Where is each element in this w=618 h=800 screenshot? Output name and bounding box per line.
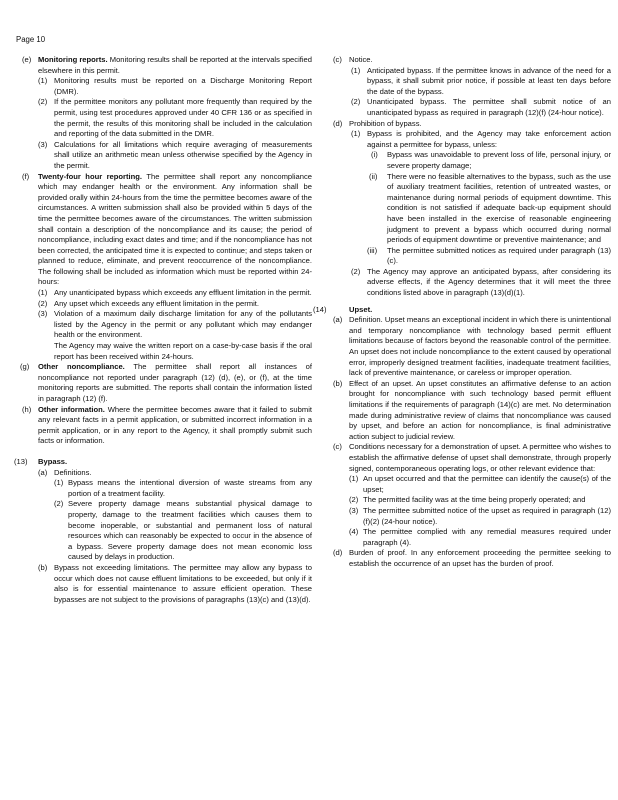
item-13b-label: (b) [38, 562, 48, 572]
section-e-title: Monitoring reports. [38, 55, 108, 64]
item-f3 [16, 309, 312, 341]
item-e1-text: Monitoring results must be reported on a Discharge Monitoring Report (DMR). [54, 76, 312, 96]
item-14c3-label: (3) [349, 505, 359, 515]
section-g-text: The permittee shall report all instances of noncompliance not reported under paragraph (12) (d), (e), or (f), at the time monitoring reports are submitted. The reports shall contain the information listed in paragraph (12) (f). [38, 362, 312, 403]
item-13a1 [16, 478, 312, 499]
item-f1-text: Any unanticipated bypass which exceeds any effluent limitation in the permit. [54, 288, 312, 298]
item-f-waiver-text: The Agency may waive the written report on a case-by-case basis if the oral report has been received within 24-hours. [54, 341, 312, 361]
section-13 [16, 457, 312, 468]
item-14b-text: Effect of an upset. An upset constitutes an affirmative defense to an action brought for noncompliance with such technology based permit effluent limitations if the requirements of paragraph (14)(c) are met. No determination made during administrative review of claims that noncompliance was caused by upset, and before an action for noncompliance, is final administrative action subject to judicial review. [349, 378, 611, 441]
item-f1 [16, 288, 312, 299]
item-e3-text: Calculations for all limitations which require averaging of measurements shall utilize an arithmetic mean unless otherwise specified by the Agency in the permit. [54, 139, 312, 170]
item-13d1ii-label: (ii) [369, 171, 378, 181]
item-e2 [16, 97, 312, 139]
item-13d2-text: The Agency may approve an anticipated bypass, after considering its adverse effects, if the Agency determines that it will meet the three conditions listed above in paragraph (13)(d)(1). [367, 266, 611, 298]
page-number: Page 10 [16, 35, 46, 44]
item-14b-label: (b) [333, 378, 343, 388]
item-e2-text: If the permittee monitors any pollutant more frequently than required by the permit, using test procedures approved under 40 CFR 136 or as specified in the permit, the results of this monitoring shall be included in the calculation and reporting of the data submitted in the DMR. [54, 97, 312, 139]
item-14c2-text: The permitted facility was at the time being properly operated; and [363, 495, 586, 505]
item-13a-text: Definitions. [54, 467, 92, 477]
section-g-label: (g) [20, 362, 30, 372]
item-e3-label: (3) [38, 139, 48, 149]
item-13d1i [319, 150, 611, 171]
item-14a-text: Definition. Upset means an exceptional incident in which there is unintentional and temporary noncompliance with technology based permit effluent limitations because of factors beyond the reasonable control of the permittee. An upset does not include noncompliance to the extent caused by operational error, improperly designed treatment facilities, inadequate treatment facilities, lack of preventive maintenance, or careless or improper operation. [349, 315, 611, 378]
section-h [16, 405, 312, 447]
section-g-title: Other noncompliance. [38, 362, 125, 372]
section-14-label: (14) [313, 304, 327, 314]
item-14c3-text: The permittee submitted notice of the upset as required in paragraph (12)(f)(2) (24-hour notice). [363, 505, 611, 526]
item-14c3 [319, 506, 611, 527]
item-14c4-label: (4) [349, 527, 359, 537]
item-13d1iii [319, 246, 611, 267]
item-13a2-text: Severe property damage means substantial physical damage to property, damage to the treatment facilities which causes them to become inoperable, or substantial and permanent loss of natural resources which can reasonably be expected to occur in the absence of a bypass. Severe property damage does not mean economic loss caused by delays in production. [68, 499, 312, 562]
item-13d1-text: Bypass is prohibited, and the Agency may take enforcement action against a permittee for bypass, unless: [367, 129, 611, 149]
item-13c2-label: (2) [351, 97, 361, 107]
item-14c-label: (c) [333, 442, 342, 452]
item-14c2 [319, 495, 611, 506]
section-13-label: (13) [14, 456, 28, 466]
item-14c-text: Conditions necessary for a demonstration of upset. A permittee who wishes to establish the affirmative defense of upset shall demonstrate, through properly signed, contemporaneous operating logs, or other relevant evidence that: [349, 442, 611, 473]
item-13a-label: (a) [38, 467, 48, 477]
item-13b [16, 563, 312, 605]
item-13d2 [319, 267, 611, 299]
item-13d-label: (d) [333, 118, 343, 128]
item-14c [319, 442, 611, 474]
item-13d1 [319, 129, 611, 150]
section-h-text: Where the permittee becomes aware that it failed to submit any relevant facts in a permit application, or submitted incorrect information in a permit application, or in any report to the Agency, it shall promptly submit such facts or information. [38, 404, 312, 446]
item-13c1 [319, 66, 611, 98]
item-14a [319, 315, 611, 379]
item-14c2-label: (2) [349, 495, 359, 505]
section-14 [313, 304, 611, 316]
item-13c2-text: Unanticipated bypass. The permittee shall submit notice of an unanticipated bypass as required in paragraph (12)(f) (24-hour notice). [367, 97, 611, 117]
section-h-label: (h) [22, 404, 32, 414]
item-f2-label: (2) [38, 298, 48, 308]
item-e3 [16, 140, 312, 172]
section-e [16, 55, 312, 76]
item-14d-text: Burden of proof. In any enforcement proceeding the permittee seeking to establish the occurrence of an upset has the burden of proof. [349, 548, 611, 568]
item-14c1 [319, 474, 611, 495]
section-f [16, 172, 312, 289]
item-13d [319, 119, 611, 130]
section-h-title: Other information. [38, 404, 105, 414]
item-f1-label: (1) [38, 288, 48, 298]
item-f-waiver [16, 341, 312, 362]
section-g [16, 362, 312, 404]
item-13a1-label: (1) [54, 478, 64, 488]
section-e-text: Monitoring results shall be reported at the intervals specified elsewhere in this permit. [38, 55, 312, 75]
item-14c1-label: (1) [349, 474, 359, 484]
item-f2-text: Any upset which exceeds any effluent limitation in the permit. [54, 298, 260, 308]
item-f2 [16, 299, 312, 310]
right-column [313, 55, 611, 570]
item-14d-label: (d) [333, 548, 343, 558]
section-e-label: (e) [22, 55, 32, 64]
item-13c2 [319, 97, 611, 118]
left-column [16, 55, 312, 605]
item-13c1-text: Anticipated bypass. If the permittee knows in advance of the need for a bypass, it shall submit prior notice, if possible at least ten days before the date of the bypass. [367, 65, 611, 96]
item-13c-text: Notice. [349, 55, 373, 64]
item-e2-label: (2) [38, 97, 48, 107]
item-14c1-text: An upset occurred and that the permittee can identify the cause(s) of the upset; [363, 474, 611, 494]
section-f-label: (f) [22, 171, 30, 181]
item-13d1i-label: (i) [371, 150, 378, 160]
section-f-text: The permittee shall report any noncompliance which may endanger health or the environment. Any information shall be provided orally within 24-hours from the time the permittee becomes aware of the circumstances. A written submission shall also be provided within 5 days of the time the permittee becomes aware of the circumstances. The written submission shall contain a description of the noncompliance and its cause; the period of noncompliance, including exact dates and time; and if the noncompliance has not been corrected, the anticipated time it is expected to continue; and steps taken or planned to reduce, eliminate, and prevent reoccurrence of the noncompliance. The following shall be included as information which must be reported within 24-hours: [38, 171, 312, 287]
item-e1 [16, 76, 312, 97]
item-13c [319, 55, 611, 66]
section-13-title: Bypass. [38, 456, 68, 466]
item-13d1iii-label: (iii) [367, 245, 378, 255]
item-13d1ii-text: There were no feasible alternatives to the bypass, such as the use of auxiliary treatment facilities, retention of untreated wastes, or maintenance during normal periods of equipment downtime. This condition is not satisfied if adequate back-up equipment should have been installed in the exercise of reasonable engineering judgment to prevent a bypass which occurred during normal periods of equipment downtime or preventive maintenance; and [387, 171, 611, 245]
item-13a1-text: Bypass means the intentional diversion of waste streams from any portion of a treatment facility. [68, 478, 312, 498]
item-e1-label: (1) [38, 76, 48, 86]
item-f3-text: Violation of a maximum daily discharge limitation for any of the pollutants listed by the Agency in the permit or any pollutant which may endanger health or the environment. [54, 309, 312, 340]
item-13a2 [16, 499, 312, 563]
item-14a-label: (a) [333, 315, 343, 325]
item-13d1i-text: Bypass was unavoidable to prevent loss of life, personal injury, or severe property damage; [387, 150, 611, 170]
section-f-title: Twenty-four hour reporting. [38, 171, 143, 181]
item-13d1-label: (1) [351, 129, 361, 139]
item-14c4 [319, 527, 611, 548]
item-13d2-label: (2) [351, 266, 361, 276]
item-13d1ii [319, 172, 611, 246]
item-13d1iii-text: The permittee submitted notices as required under paragraph (13)(c). [387, 245, 611, 266]
item-13d-text: Prohibition of bypass. [349, 118, 422, 128]
item-13a2-label: (2) [54, 499, 64, 509]
item-14d [319, 548, 611, 569]
item-14b [319, 379, 611, 443]
item-13a [16, 468, 312, 479]
section-14-title: Upset. [349, 304, 373, 314]
item-13c-label: (c) [333, 55, 342, 64]
item-13b-text: Bypass not exceeding limitations. The permittee may allow any bypass to occur which does not cause effluent limitations to be exceeded, but only if it also is for essential maintenance to assure efficient operation. These bypasses are not subject to the provisions of paragraphs (13)(c) and (13)(d). [54, 562, 312, 604]
item-f3-label: (3) [38, 309, 48, 319]
item-13c1-label: (1) [351, 65, 361, 75]
item-14c4-text: The permittee complied with any remedial measures required under paragraph (4). [363, 527, 611, 547]
